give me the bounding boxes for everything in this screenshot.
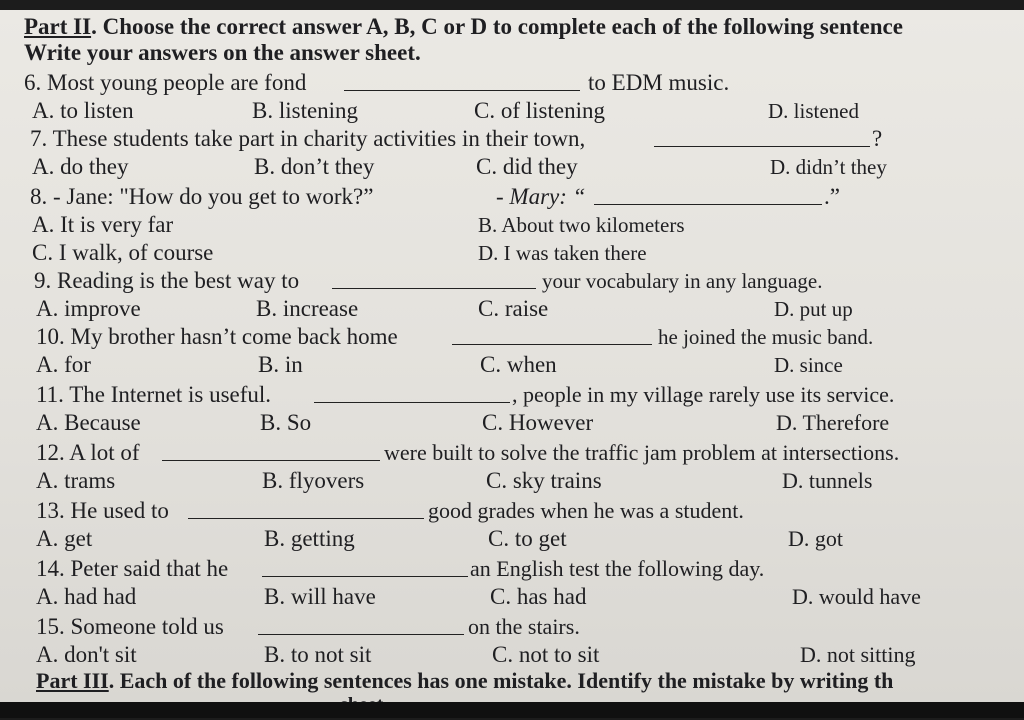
- option-b[interactable]: B. to not sit: [264, 642, 372, 667]
- question-text-end: good grades when he was a student.: [428, 498, 744, 523]
- question-text-end: an English test the following day.: [470, 556, 765, 581]
- option-a[interactable]: A. don't sit: [36, 642, 137, 667]
- option-b[interactable]: B. will have: [264, 584, 376, 609]
- worksheet-page: [0, 10, 1024, 702]
- option-d[interactable]: D. since: [774, 353, 843, 377]
- option-b[interactable]: B. don’t they: [254, 154, 375, 179]
- answer-blank[interactable]: [654, 146, 870, 147]
- question-text-mid: - Mary: “: [496, 184, 586, 209]
- question-text-end: he joined the music band.: [658, 325, 874, 349]
- option-d[interactable]: D. would have: [792, 584, 921, 609]
- option-c[interactable]: C. when: [480, 352, 557, 377]
- part2-label: Part II: [24, 14, 92, 39]
- question-text-end: on the stairs.: [468, 614, 580, 639]
- option-c[interactable]: C. has had: [490, 584, 587, 609]
- question-text: 10. My brother hasn’t come back home: [36, 324, 398, 349]
- question-text-end: ?: [872, 126, 883, 151]
- option-b[interactable]: B. So: [260, 410, 312, 435]
- option-d[interactable]: D. not sitting: [800, 642, 916, 667]
- option-b[interactable]: B. increase: [256, 296, 359, 321]
- question-text: 8. - Jane: "How do you get to work?”: [30, 184, 374, 209]
- question-text: 9. Reading is the best way to: [34, 268, 300, 293]
- answer-blank[interactable]: [162, 460, 380, 461]
- option-a[interactable]: A. do they: [32, 154, 129, 179]
- option-c[interactable]: C. I walk, of course: [32, 240, 214, 265]
- question-text: 12. A lot of: [36, 440, 140, 465]
- option-a[interactable]: A. had had: [36, 584, 137, 609]
- answer-blank[interactable]: [188, 518, 424, 519]
- option-a[interactable]: A. to listen: [32, 98, 134, 123]
- option-a[interactable]: A. for: [36, 352, 91, 377]
- question-text-end: your vocabulary in any language.: [542, 269, 823, 293]
- option-b[interactable]: B. getting: [264, 526, 355, 551]
- option-c[interactable]: C. of listening: [474, 98, 605, 123]
- option-c[interactable]: C. sky trains: [486, 468, 602, 493]
- question-text-end: were built to solve the traffic jam problem at intersections.: [384, 440, 900, 465]
- option-a[interactable]: A. It is very far: [32, 212, 174, 237]
- option-a[interactable]: A. trams: [36, 468, 116, 493]
- question-text: 7. These students take part in charity activities in their town,: [30, 126, 586, 151]
- option-b[interactable]: B. listening: [252, 98, 359, 123]
- option-b[interactable]: B. in: [258, 352, 303, 377]
- option-a[interactable]: A. improve: [36, 296, 141, 321]
- option-d[interactable]: D. didn’t they: [770, 155, 887, 179]
- question-text-end: to EDM music.: [588, 70, 730, 95]
- part3-heading-text: . Each of the following sentences has one mistake. Identify the mistake by writing th: [108, 668, 894, 693]
- option-c[interactable]: C. However: [482, 410, 594, 435]
- option-d[interactable]: D. I was taken there: [478, 241, 647, 265]
- question-text: 11. The Internet is useful.: [36, 382, 272, 407]
- answer-blank[interactable]: [594, 204, 822, 205]
- option-d[interactable]: D. tunnels: [782, 468, 873, 493]
- answer-blank[interactable]: [258, 634, 464, 635]
- question-text: 13. He used to: [36, 498, 169, 523]
- option-c[interactable]: C. to get: [488, 526, 567, 551]
- part3-label: Part III: [36, 668, 109, 693]
- answer-blank[interactable]: [262, 576, 468, 577]
- option-d[interactable]: D. listened: [768, 99, 859, 123]
- instruction-text: Write your answers on the answer sheet.: [24, 40, 421, 65]
- question-text-end: , people in my village rarely use its service.: [512, 382, 895, 407]
- option-c[interactable]: C. raise: [478, 296, 549, 321]
- option-c[interactable]: C. did they: [476, 154, 578, 179]
- part2-heading-text: . Choose the correct answer A, B, C or D to complete each of the following sentence: [91, 14, 903, 39]
- answer-blank[interactable]: [452, 344, 652, 345]
- answer-blank[interactable]: [332, 288, 536, 289]
- option-b[interactable]: B. flyovers: [262, 468, 365, 493]
- option-a[interactable]: A. Because: [36, 410, 141, 435]
- option-a[interactable]: A. get: [36, 526, 93, 551]
- option-d[interactable]: D. Therefore: [776, 410, 890, 435]
- answer-blank[interactable]: [314, 402, 510, 403]
- photo-edge-shadow: [0, 702, 1024, 718]
- question-text: 14. Peter said that he: [36, 556, 229, 581]
- question-text-end: .”: [824, 184, 840, 209]
- question-text: 15. Someone told us: [36, 614, 224, 639]
- answer-blank[interactable]: [344, 90, 580, 91]
- option-d[interactable]: D. got: [788, 526, 843, 551]
- option-c[interactable]: C. not to sit: [492, 642, 600, 667]
- option-d[interactable]: D. put up: [774, 297, 853, 321]
- option-b[interactable]: B. About two kilometers: [478, 213, 685, 237]
- question-text: 6. Most young people are fond: [24, 70, 307, 95]
